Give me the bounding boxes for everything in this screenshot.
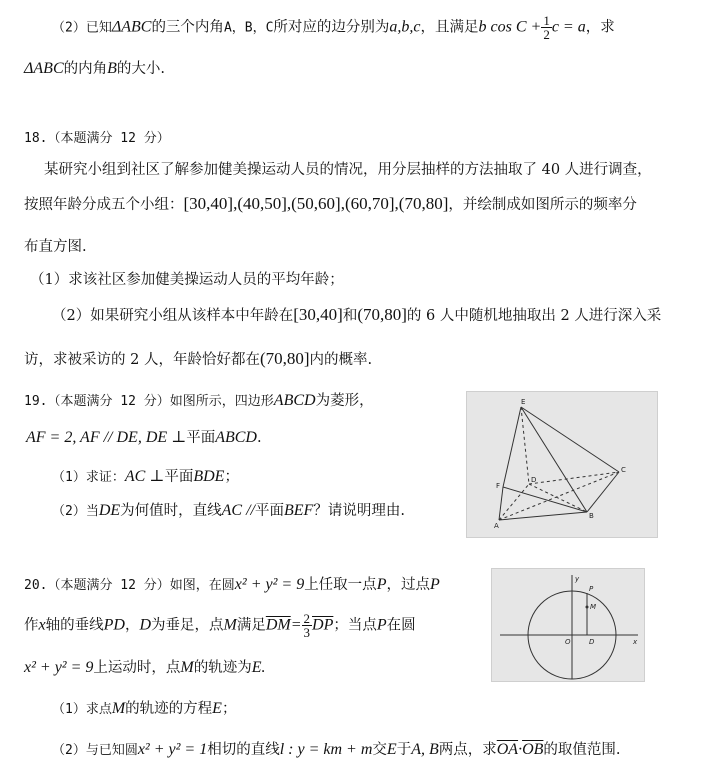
q20-header: 20.（本题满分 12 分）如图，在圆x² + y² = 9上任取一点P，过点P (24, 576, 440, 593)
q19-question-2: （2）当DE为何值时，直线AC //平面BEF？请说明理由. (52, 502, 405, 519)
q18-paragraph-1: 某研究小组到社区了解参加健美操运动人员的情况，用分层抽样的方法抽取了 40 人进行调查， (44, 162, 652, 178)
q18-header: 18.（本题满分 12 分） (24, 131, 170, 146)
q20-line-2: 作x轴的垂线PD，D为垂足，点M满足$\overline{DM}=$ $\frac{2}{3}$ $\overline{DP}$；当点P在圆 (24, 611, 416, 640)
label-D: D (531, 476, 537, 484)
q19-condition: AF = 2, AF // DE, DE ⊥平面ABCD. (26, 429, 262, 446)
q19-figure-svg (467, 392, 657, 537)
edge-FA (499, 487, 503, 520)
q18-paragraph-2: 按照年龄分成五个小组：[30,40],(40,50],(50,60],(60,70],(70,80]，并绘制成如图所示的频率分 (24, 194, 637, 213)
q19-solid-figure (466, 391, 658, 538)
label-F: F (496, 482, 501, 490)
q18-paragraph-3: 布直方图. (24, 239, 87, 255)
label-D: D (589, 638, 595, 646)
edge-AB (499, 512, 587, 520)
label-B: B (589, 512, 594, 520)
q17-triangle: ΔABC (111, 18, 152, 36)
vector-DP: $\overline{DP}$ (312, 616, 334, 634)
label-y: y (575, 575, 580, 583)
label-x: x (633, 638, 638, 646)
q18-question-2-cont: 访，求被采访的 2 人，年龄恰好都在(70,80]内的概率. (24, 349, 373, 368)
point-M (586, 606, 589, 609)
edge-EB (521, 407, 587, 512)
q20-fraction: $\frac{2}{3}$ (303, 611, 311, 640)
label-P: P (589, 585, 594, 593)
vector-DM: $\overline{DM}$ (265, 616, 291, 634)
edge-AD (499, 484, 529, 520)
q20-figure-svg (492, 569, 644, 681)
edge-BC (587, 472, 619, 512)
label-C: C (621, 466, 626, 474)
label-M: M (590, 603, 597, 611)
q17-part2-line2: ΔABC的内角B的大小. (24, 60, 165, 77)
q20-circle-figure (491, 568, 645, 682)
label-O: O (565, 638, 571, 646)
q18-intervals: [30,40],(40,50],(50,60],(60,70],(70,80] (183, 194, 449, 213)
q19-header: 19.（本题满分 12 分）如图所示，四边形ABCD为菱形， (24, 392, 374, 409)
label-A: A (494, 522, 499, 530)
vector-OA: $\overline{OA}$ (496, 741, 519, 758)
q18-question-1: （1）求该社区参加健美操运动人员的平均年龄； (30, 272, 344, 288)
q17-fraction: $\frac{1}{2}$ (543, 13, 550, 42)
q19-question-1: （1）求证：AC ⊥平面BDE； (52, 468, 239, 485)
q20-question-1: （1）求点M的轨迹的方程E； (52, 700, 237, 717)
q20-line-3: x² + y² = 9上运动时，点M的轨迹为E. (24, 659, 266, 676)
label-E: E (521, 398, 526, 406)
q20-question-2: （2）与已知圆x² + y² = 1相切的直线l : y = km + m交E于A, B两点，求$\overline{OA}\cdot\overline{OB}$的取值范围. (52, 741, 621, 758)
edge-EC (521, 407, 619, 472)
edge-AC (499, 472, 619, 520)
q18-question-2: （2）如果研究小组从该样本中年龄在[30,40]和(70,80]的 6 人中随机地抽取出 2 人进行深入采 (52, 305, 662, 324)
edge-EF (503, 407, 521, 487)
edge-DC (529, 472, 619, 484)
vector-OB: $\overline{OB}$ (522, 741, 544, 758)
q17-part2-line1: （2）已知ΔABC的三个内角A，B，C所对应的边分别为a,b,c，且满足b cos C + $\frac{1}{2}$ c = a，求 (52, 13, 615, 42)
